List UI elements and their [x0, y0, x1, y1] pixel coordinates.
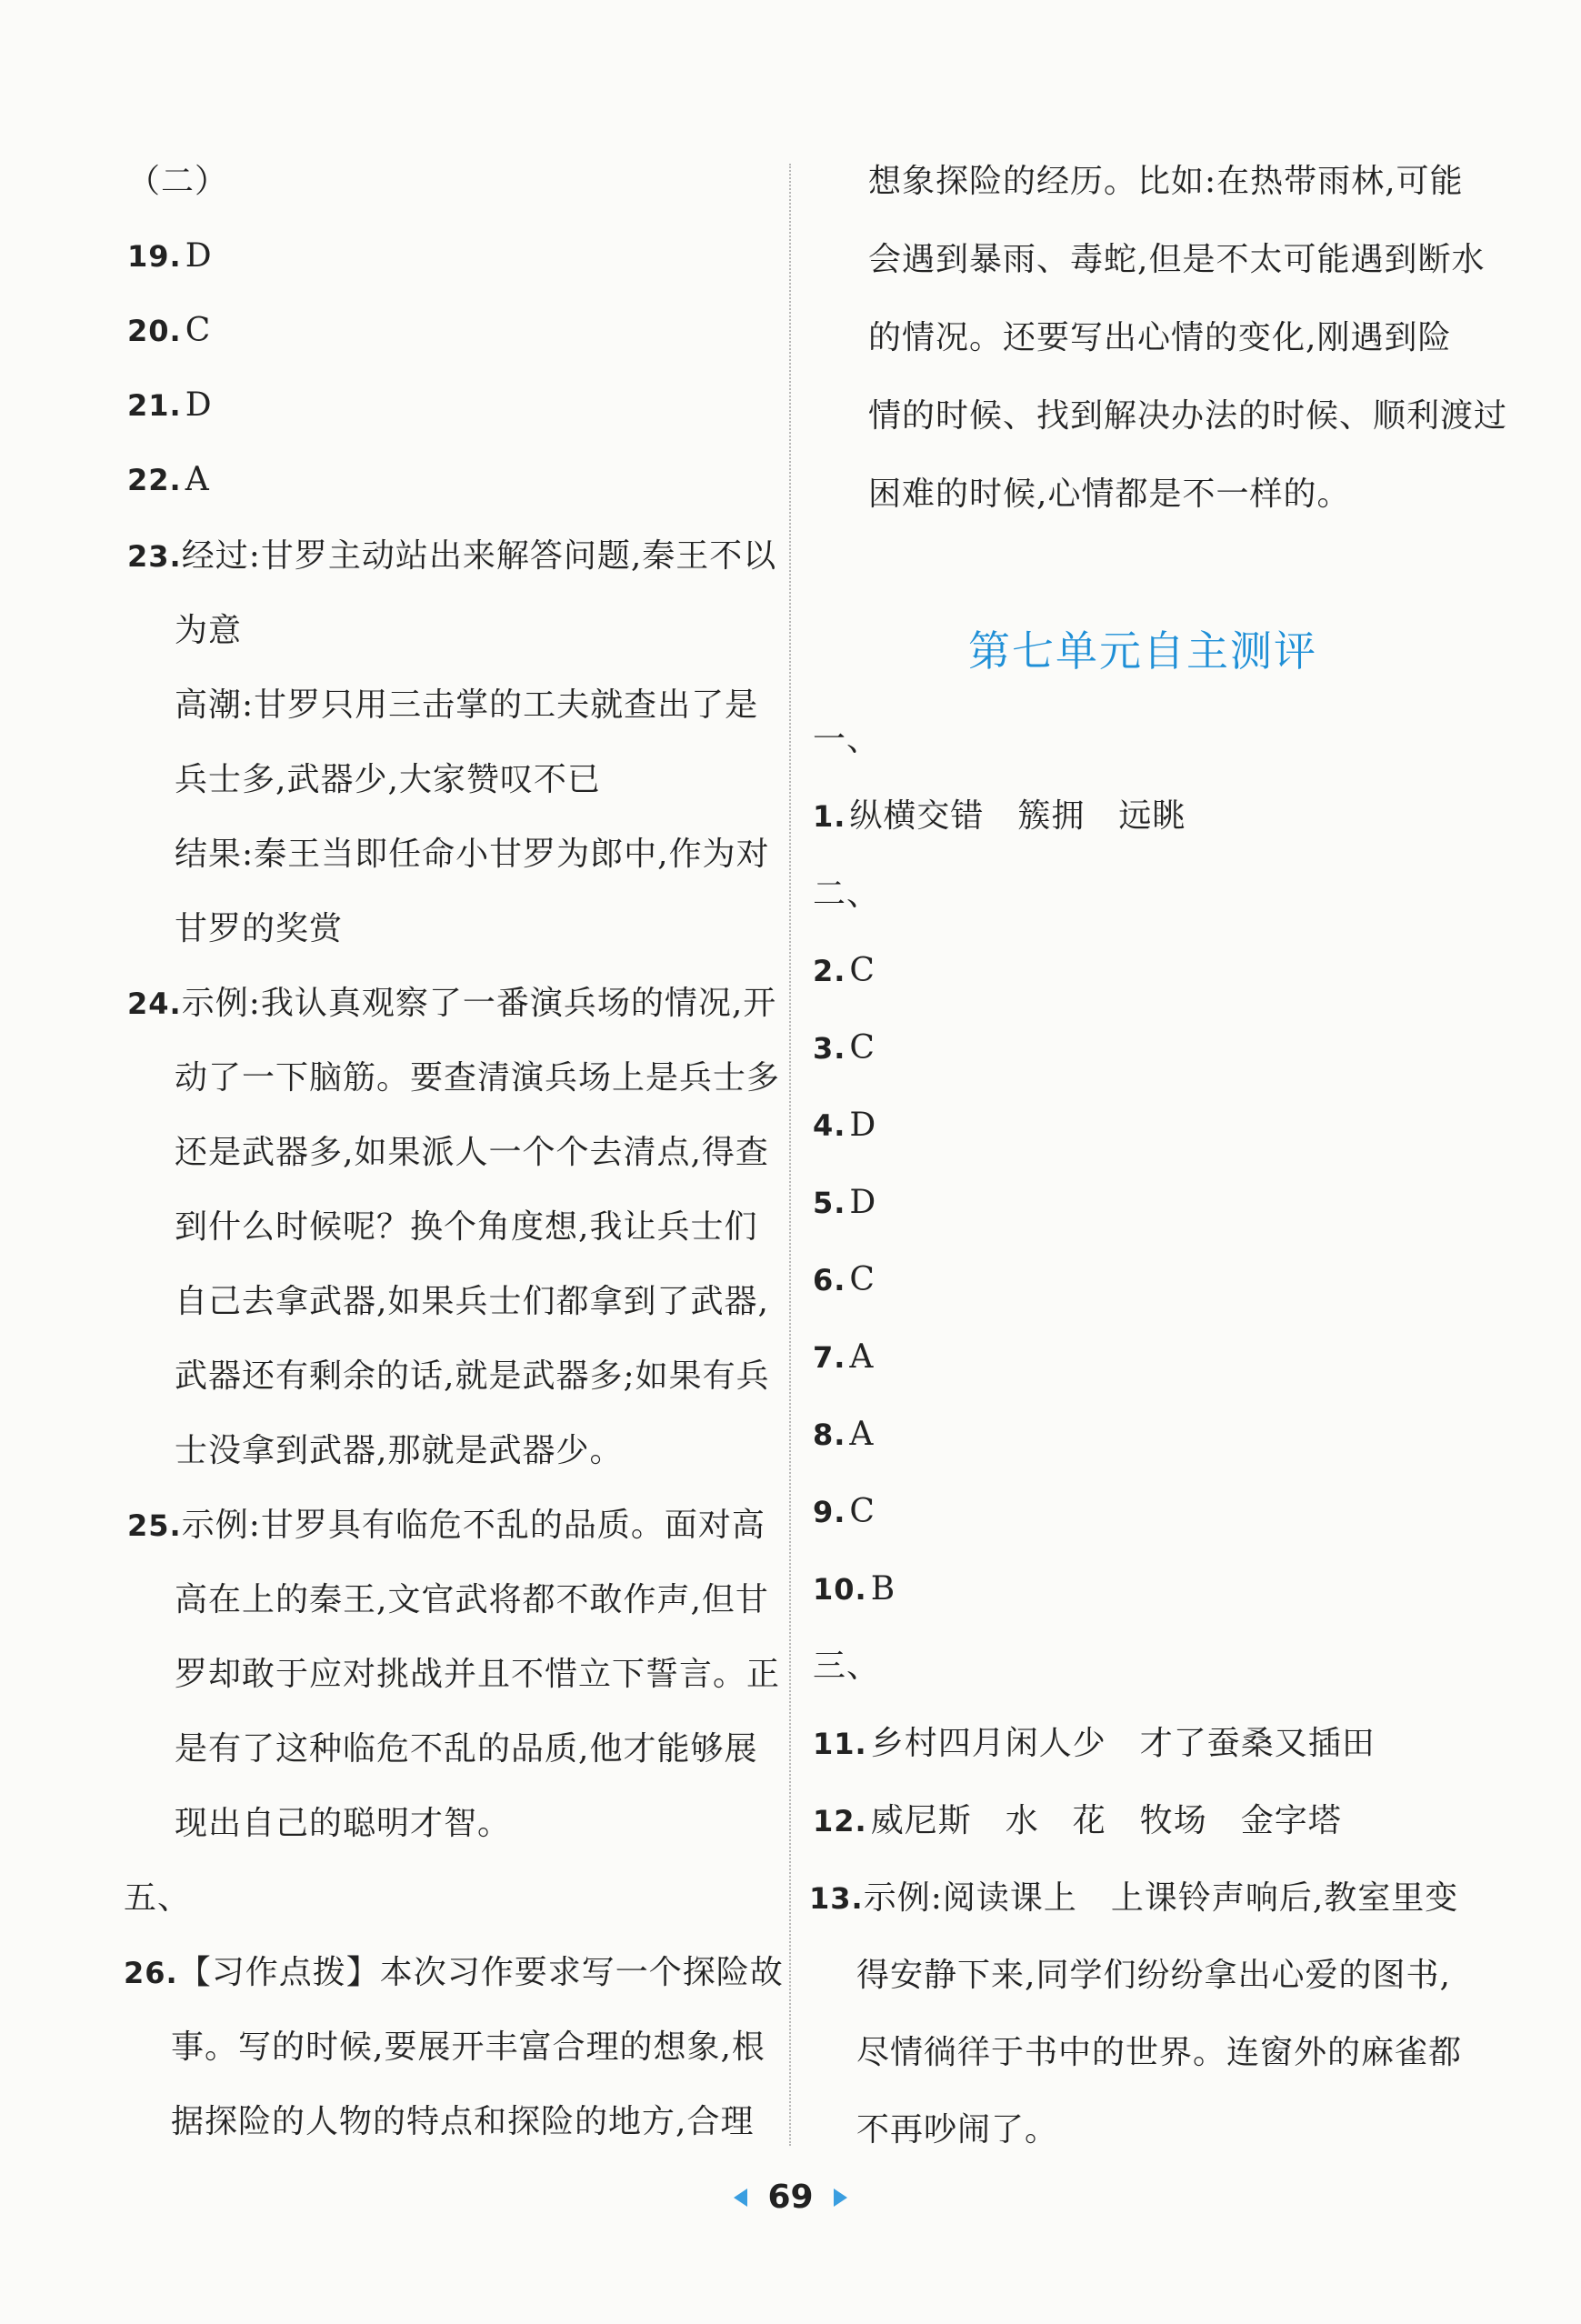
answer-9	[813, 1492, 876, 1532]
answer-20	[127, 311, 211, 351]
answer-26-cont-line-2: 会遇到暴雨、毒蛇,但是不太可能遇到断水	[868, 241, 1486, 278]
question-number: 10.	[813, 1572, 867, 1607]
answer-text: A	[185, 461, 210, 498]
answer-10	[813, 1569, 896, 1609]
answer-23-line-6: 甘罗的奖赏	[175, 910, 344, 947]
answer-11	[813, 1724, 1376, 1764]
answer-8	[813, 1415, 874, 1455]
answer-13-line-3: 尽情徜徉于书中的世界。连窗外的麻雀都	[856, 2034, 1463, 2071]
answer-1	[813, 796, 1186, 836]
question-number: 21.	[127, 388, 182, 423]
answer-24-line-2: 动了一下脑筋。要查清演兵场上是兵士多	[175, 1059, 781, 1097]
answer-23-line-2: 为意	[175, 612, 243, 649]
answer-text: A	[849, 1338, 875, 1376]
answer-4	[813, 1106, 876, 1146]
question-number: 3.	[813, 1031, 846, 1066]
answer-5	[813, 1183, 876, 1223]
question-number: 8.	[813, 1417, 846, 1452]
section-heading-5: 五、	[124, 1879, 192, 1917]
answer-text: D	[185, 386, 213, 424]
answer-23-line-3: 高潮:甘罗只用三击掌的工夫就查出了是	[175, 686, 759, 724]
section-heading-1: 一、	[813, 721, 881, 758]
answer-25-line-1	[127, 1506, 765, 1546]
answer-text: 纵横交错 簇拥 远眺	[849, 797, 1186, 835]
question-number: 13.	[809, 1881, 864, 1916]
question-number: 20.	[127, 314, 182, 348]
column-divider	[789, 164, 791, 2146]
question-number: 4.	[813, 1108, 846, 1143]
answer-26-cont-line-5: 困难的时候,心情都是不一样的。	[868, 476, 1351, 513]
question-number: 5.	[813, 1186, 846, 1220]
page-indicator	[734, 2179, 846, 2216]
answer-24-line-5: 自己去拿武器,如果兵士们都拿到了武器,	[175, 1283, 769, 1320]
question-number: 9.	[813, 1495, 846, 1529]
question-number: 1.	[813, 799, 846, 834]
question-number: 6.	[813, 1263, 846, 1297]
answer-text: D	[849, 1107, 877, 1144]
answer-text: 乡村四月闲人少 才了蚕桑又插田	[870, 1725, 1376, 1762]
answer-25-line-3: 罗却敢于应对挑战并且不惜立下誓言。正	[175, 1656, 781, 1693]
page-number: 69	[767, 2179, 814, 2216]
section-heading-2-right: 二、	[813, 876, 881, 913]
answer-text: 示例:阅读课上 上课铃声响后,教室里变	[863, 1879, 1459, 1917]
answer-12	[813, 1801, 1342, 1841]
answer-21	[127, 386, 213, 426]
answer-24-line-4: 到什么时候呢？换个角度想,我让兵士们	[175, 1208, 758, 1246]
answer-13-line-1	[809, 1878, 1458, 1918]
answer-26-cont-line-1: 想象探险的经历。比如:在热带雨林,可能	[868, 163, 1464, 200]
answer-7	[813, 1337, 874, 1377]
unit-title: 第七单元自主测评	[968, 626, 1317, 676]
question-number: 24.	[127, 987, 182, 1021]
section-heading-2: （二）	[127, 163, 229, 200]
answer-2	[813, 951, 876, 991]
answer-22	[127, 460, 210, 500]
question-number: 2.	[813, 954, 846, 988]
answer-13-line-4: 不再吵闹了。	[856, 2111, 1059, 2149]
answer-text: C	[849, 952, 876, 989]
answer-13-line-2: 得安静下来,同学们纷纷拿出心爱的图书,	[856, 1957, 1451, 1994]
answer-text: C	[849, 1493, 876, 1530]
answer-23-line-5: 结果:秦王当即任命小甘罗为郎中,作为对	[175, 836, 770, 873]
answer-26-cont-line-4: 情的时候、找到解决办法的时候、顺利渡过	[868, 397, 1508, 435]
answer-24-line-6: 武器还有剩余的话,就是武器多;如果有兵	[175, 1357, 770, 1395]
question-number: 7.	[813, 1340, 846, 1375]
answer-26-line-1	[124, 1953, 784, 1993]
answer-23-line-1	[127, 536, 776, 576]
answer-25-line-2: 高在上的秦王,文官武将都不敢作声,但甘	[175, 1581, 769, 1618]
answer-25-line-4: 是有了这种临危不乱的品质,他才能够展	[175, 1730, 758, 1768]
answer-text: 威尼斯 水 花 牧场 金字塔	[870, 1802, 1342, 1839]
answer-6	[813, 1260, 876, 1300]
triangle-right-icon	[834, 2189, 847, 2207]
page-footer	[0, 2179, 1581, 2233]
question-number: 12.	[813, 1804, 867, 1838]
question-number: 22.	[127, 463, 182, 497]
question-number: 26.	[124, 1956, 178, 1990]
question-number: 25.	[127, 1508, 182, 1543]
answer-text: C	[849, 1261, 876, 1298]
answer-23-line-4: 兵士多,武器少,大家赞叹不已	[175, 761, 601, 798]
answer-text: B	[870, 1570, 896, 1608]
answer-text: D	[185, 237, 213, 275]
answer-26-line-3: 据探险的人物的特点和探险的地方,合理	[171, 2103, 755, 2140]
answer-24-line-7: 士没拿到武器,那就是武器少。	[175, 1432, 624, 1469]
answer-3	[813, 1028, 876, 1068]
triangle-left-icon	[734, 2189, 747, 2207]
answer-24-line-1	[127, 984, 776, 1024]
question-number: 11.	[813, 1727, 867, 1761]
answer-text: D	[849, 1184, 877, 1221]
answer-text: A	[849, 1416, 875, 1453]
question-number: 23.	[127, 539, 182, 574]
answer-26-cont-line-3: 的情况。还要写出心情的变化,刚遇到险	[868, 319, 1452, 356]
answer-19	[127, 236, 213, 276]
answer-text: 示例:甘罗具有临危不乱的品质。面对高	[181, 1507, 765, 1544]
question-number: 19.	[127, 239, 182, 274]
answer-26-line-2: 事。写的时候,要展开丰富合理的想象,根	[171, 2028, 765, 2066]
section-heading-3: 三、	[813, 1648, 881, 1685]
answer-text: 【习作点拨】本次习作要求写一个探险故	[177, 1954, 784, 1991]
answer-25-line-5: 现出自己的聪明才智。	[175, 1805, 512, 1842]
answer-text: C	[185, 312, 212, 349]
answer-text: 经过:甘罗主动站出来解答问题,秦王不以	[181, 537, 777, 575]
answer-24-line-3: 还是武器多,如果派人一个个去清点,得查	[175, 1134, 769, 1171]
answer-text: C	[849, 1029, 876, 1067]
answer-text: 示例:我认真观察了一番演兵场的情况,开	[181, 985, 777, 1022]
